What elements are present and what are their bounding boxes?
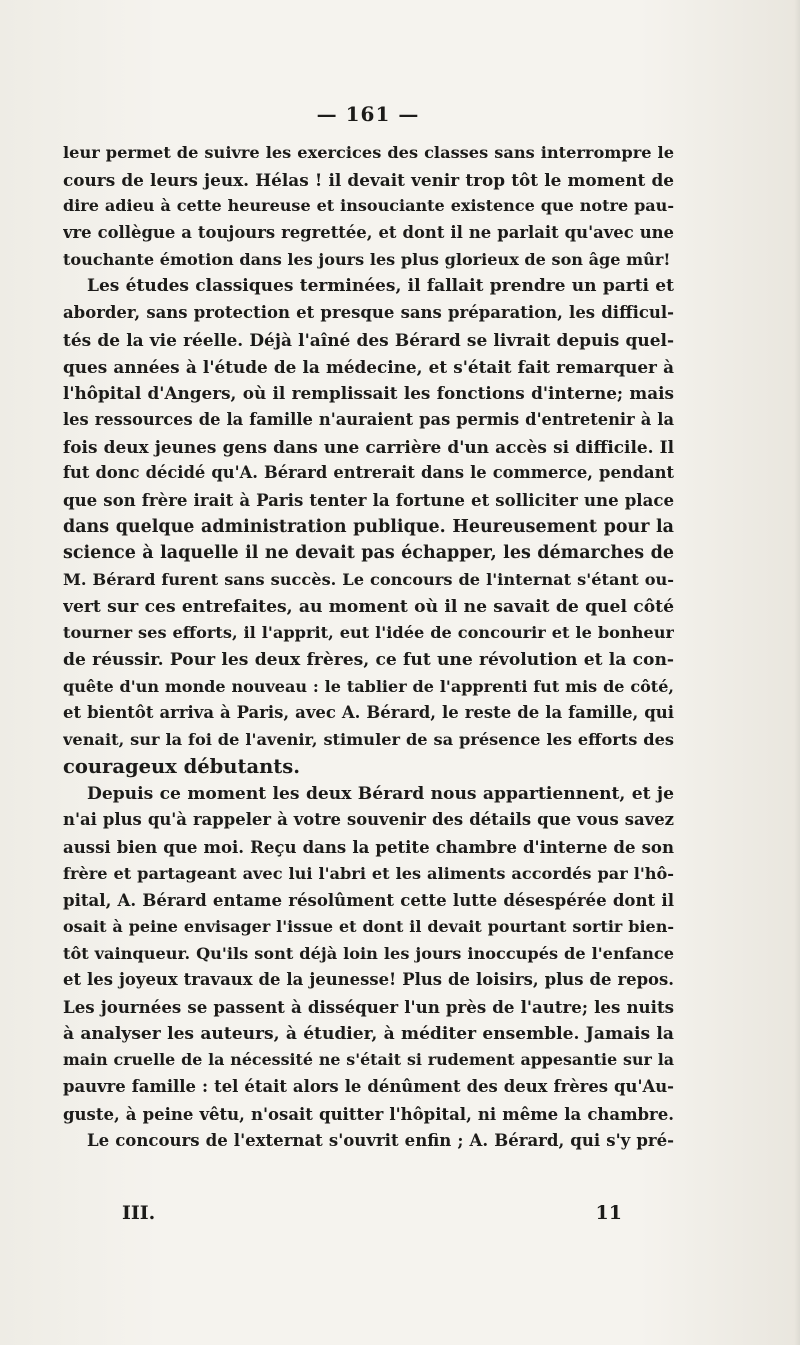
signature-mark: III.	[122, 1202, 156, 1224]
text-line: l'hôpital d'Angers, où il remplissait les fonctions d'interne; mais	[63, 383, 674, 404]
text-line: n'ai plus qu'à rappeler à votre souvenir des détails que vous savez	[63, 810, 674, 830]
text-line: tôt vainqueur. Qu'ils sont déjà loin les jours inoccupés de l'enfance	[63, 943, 674, 963]
text-line: à analyser les auteurs, à étudier, à méditer ensemble. Jamais la	[63, 1023, 674, 1044]
text-line: de réussir. Pour les deux frères, ce fut une révolution et la con-	[63, 650, 674, 671]
text-line: science à laquelle il ne devait pas échapper, les démarches de	[63, 543, 674, 564]
page-number: — 161 —	[316, 102, 420, 126]
page-footer	[122, 1202, 622, 1228]
text-line: fut donc décidé qu'A. Bérard entrerait dans le commerce, pendant	[63, 463, 674, 483]
text-line: ques années à l'étude de la médecine, et s'était fait remarquer à	[63, 356, 674, 377]
text-line: M. Bérard furent sans succès. Le concours de l'internat s'étant ou-	[63, 570, 674, 589]
text-line: fois deux jeunes gens dans une carrière d'un accès si difficile. Il	[63, 436, 674, 457]
page-edge-shadow	[794, 0, 800, 1345]
text-line: quête d'un monde nouveau : le tablier de l'apprenti fut mis de côté,	[63, 676, 674, 696]
body-text	[63, 140, 674, 1154]
text-line: main cruelle de la nécessité ne s'était si rudement appesantie sur la	[63, 1050, 674, 1070]
text-line: Le concours de l'externat s'ouvrit enfin ; A. Bérard, qui s'y pré-	[87, 1130, 674, 1151]
text-line: courageux débutants.	[63, 754, 301, 778]
text-line: Les journées se passent à disséquer l'un près de l'autre; les nuits	[63, 997, 674, 1017]
text-line: Depuis ce moment les deux Bérard nous appartiennent, et je	[87, 783, 674, 804]
text-line: tourner ses efforts, il l'apprit, eut l'idée de concourir et le bonheur	[63, 623, 674, 643]
sheet-number: 11	[595, 1202, 622, 1224]
text-line: vert sur ces entrefaites, au moment où il ne savait de quel côté	[63, 596, 674, 617]
text-line: aborder, sans protection et presque sans préparation, les difficul-	[63, 303, 674, 323]
text-line: leur permet de suivre les exercices des classes sans interrompre le	[63, 143, 674, 162]
text-line: que son frère irait à Paris tenter la fortune et solliciter une place	[63, 489, 674, 510]
text-line: osait à peine envisager l'issue et dont il devait pourtant sortir bien-	[63, 916, 674, 936]
text-line: dans quelque administration publique. Heureusement pour la	[63, 516, 674, 537]
text-line: et bientôt arriva à Paris, avec A. Bérard, le reste de la famille, qui	[63, 703, 674, 723]
text-line: pauvre famille : tel était alors le dénûment des deux frères qu'Au-	[63, 1077, 674, 1097]
text-line: pital, A. Bérard entame résolûment cette lutte désespérée dont il	[63, 890, 674, 911]
text-line: les ressources de la famille n'auraient pas permis d'entretenir à la	[63, 409, 674, 429]
text-line: tés de la vie réelle. Déjà l'aîné des Bérard se livrait depuis quel-	[63, 329, 674, 350]
text-line: aussi bien que moi. Reçu dans la petite chambre d'interne de son	[63, 836, 674, 857]
text-line: venait, sur la foi de l'avenir, stimuler de sa présence les efforts des	[63, 730, 674, 750]
text-line: cours de leurs jeux. Hélas ! il devait venir trop tôt le moment de	[63, 169, 674, 190]
text-line: et les joyeux travaux de la jeunesse! Plus de loisirs, plus de repos.	[63, 970, 674, 990]
text-line: frère et partageant avec lui l'abri et les aliments accordés par l'hô-	[63, 863, 674, 883]
text-line: vre collègue a toujours regrettée, et dont il ne parlait qu'avec une	[63, 223, 674, 243]
text-line: Les études classiques terminées, il fallait prendre un parti et	[87, 276, 674, 297]
text-line: dire adieu à cette heureuse et insouciante existence que notre pau-	[63, 196, 674, 216]
text-line: guste, à peine vêtu, n'osait quitter l'hôpital, ni même la chambre.	[63, 1103, 674, 1124]
text-line: touchante émotion dans les jours les plus glorieux de son âge mûr!	[63, 249, 671, 269]
